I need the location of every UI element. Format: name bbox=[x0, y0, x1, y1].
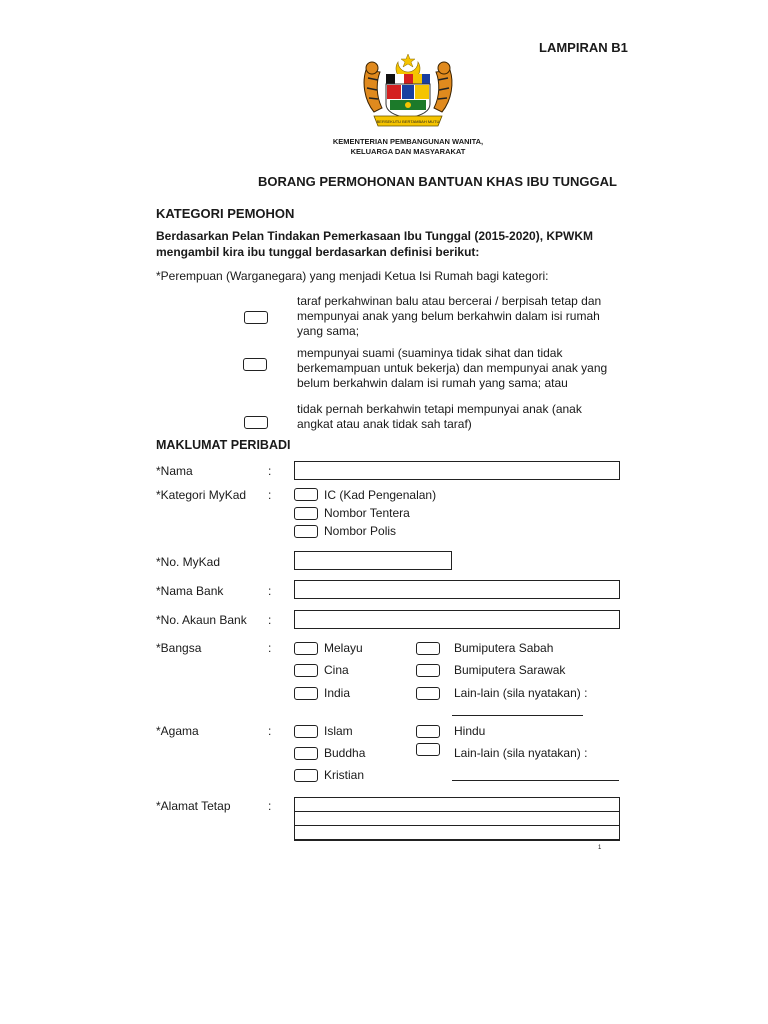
crest-emblem bbox=[360, 52, 456, 132]
kategori-checkbox-2[interactable] bbox=[243, 358, 267, 371]
agama-buddha-checkbox[interactable] bbox=[294, 747, 318, 760]
no-akaun-input[interactable] bbox=[294, 610, 620, 629]
kategori-intro-2: mengambil kira ibu tunggal berdasarkan definisi berikut: bbox=[156, 245, 480, 259]
lampiran-label: LAMPIRAN B1 bbox=[539, 40, 628, 55]
form-title: BORANG PERMOHONAN BANTUAN KHAS IBU TUNGGAL bbox=[258, 174, 617, 189]
alamat-line-1[interactable] bbox=[294, 797, 620, 812]
mykad-polis-label: Nombor Polis bbox=[324, 524, 397, 538]
agama-label: *Agama bbox=[156, 724, 199, 738]
bangsa-melayu-label: Melayu bbox=[324, 641, 363, 655]
kategori-mykad-label: *Kategori MyKad bbox=[156, 488, 247, 502]
mykad-ic-label: IC (Kad Pengenalan) bbox=[324, 488, 437, 502]
ministry-line-1: KEMENTERIAN PEMBANGUNAN WANITA, bbox=[332, 137, 484, 146]
kategori-heading: KATEGORI PEMOHON bbox=[156, 206, 295, 221]
bangsa-lainlain-label: Lain-lain (sila nyatakan) : bbox=[454, 686, 588, 700]
agama-kristian-label: Kristian bbox=[324, 768, 365, 782]
agama-colon: : bbox=[268, 724, 272, 738]
mykad-tentera-checkbox[interactable] bbox=[294, 507, 318, 520]
agama-islam-checkbox[interactable] bbox=[294, 725, 318, 738]
bangsa-sabah-label: Bumiputera Sabah bbox=[454, 641, 554, 655]
bangsa-sarawak-label: Bumiputera Sarawak bbox=[454, 663, 566, 677]
mykad-tentera-label: Nombor Tentera bbox=[324, 506, 410, 520]
kategori-intro-1: Berdasarkan Pelan Tindakan Pemerkasaan Ibu Tunggal (2015-2020), KPWKM bbox=[156, 229, 594, 243]
ministry-name bbox=[300, 137, 516, 157]
agama-kristian-checkbox[interactable] bbox=[294, 769, 318, 782]
bangsa-sarawak-checkbox[interactable] bbox=[416, 664, 440, 677]
ministry-line-2: KELUARGA DAN MASYARAKAT bbox=[350, 147, 466, 156]
nama-colon: : bbox=[268, 464, 272, 478]
agama-lainlain-checkbox[interactable] bbox=[416, 743, 440, 756]
bangsa-cina-label: Cina bbox=[324, 663, 349, 677]
bangsa-lainlain-checkbox[interactable] bbox=[416, 687, 440, 700]
bangsa-india-checkbox[interactable] bbox=[294, 687, 318, 700]
bangsa-colon: : bbox=[268, 641, 272, 655]
kategori-lead: *Perempuan (Warganegara) yang menjadi Ketua Isi Rumah bagi kategori: bbox=[156, 269, 549, 283]
kategori-option-2: mempunyai suami (suaminya tidak sihat dan tidak berkemampuan untuk bekerja) dan mempunyai anak yang belum berkahwin dalam isi rumah yang sama; atau bbox=[297, 346, 608, 390]
nama-bank-label: *Nama Bank bbox=[156, 584, 224, 598]
bangsa-label: *Bangsa bbox=[156, 641, 202, 655]
agama-buddha-label: Buddha bbox=[324, 746, 366, 760]
nama-bank-input[interactable] bbox=[294, 580, 620, 599]
no-mykad-input[interactable] bbox=[294, 551, 452, 570]
bangsa-melayu-checkbox[interactable] bbox=[294, 642, 318, 655]
no-mykad-label: *No. MyKad bbox=[156, 555, 221, 569]
kategori-checkbox-3[interactable] bbox=[244, 416, 268, 429]
alamat-line-3[interactable] bbox=[294, 825, 620, 841]
crest-motto: BERSEKUTU BERTAMBAH MUTU bbox=[376, 119, 440, 124]
agama-hindu-label: Hindu bbox=[454, 724, 486, 738]
no-akaun-colon: : bbox=[268, 613, 272, 627]
nama-label: *Nama bbox=[156, 464, 193, 478]
maklumat-heading: MAKLUMAT PERIBADI bbox=[156, 438, 291, 452]
no-akaun-label: *No. Akaun Bank bbox=[156, 613, 247, 627]
nama-bank-colon: : bbox=[268, 584, 272, 598]
bangsa-india-label: India bbox=[324, 686, 351, 700]
nama-input[interactable] bbox=[294, 461, 620, 480]
alamat-label: *Alamat Tetap bbox=[156, 799, 231, 813]
mykad-ic-checkbox[interactable] bbox=[294, 488, 318, 501]
kategori-option-3: tidak pernah berkahwin tetapi mempunyai anak (anak angkat atau anak tidak sah taraf) bbox=[297, 402, 582, 431]
bangsa-lainlain-line[interactable] bbox=[452, 715, 583, 716]
kategori-checkbox-1[interactable] bbox=[244, 311, 268, 324]
kategori-option-1: taraf perkahwinan balu atau bercerai / berpisah tetap dan mempunyai anak yang belum berkahwin dalam isi rumah yang sama; bbox=[297, 294, 602, 338]
bangsa-cina-checkbox[interactable] bbox=[294, 664, 318, 677]
agama-lainlain-label: Lain-lain (sila nyatakan) : bbox=[454, 746, 588, 760]
alamat-line-2[interactable] bbox=[294, 811, 620, 826]
agama-islam-label: Islam bbox=[324, 724, 353, 738]
bangsa-sabah-checkbox[interactable] bbox=[416, 642, 440, 655]
agama-lainlain-line[interactable] bbox=[452, 780, 619, 781]
alamat-colon: : bbox=[268, 799, 272, 813]
kategori-mykad-colon: : bbox=[268, 488, 272, 502]
mykad-polis-checkbox[interactable] bbox=[294, 525, 318, 538]
agama-hindu-checkbox[interactable] bbox=[416, 725, 440, 738]
page-number: 1 bbox=[598, 845, 602, 851]
